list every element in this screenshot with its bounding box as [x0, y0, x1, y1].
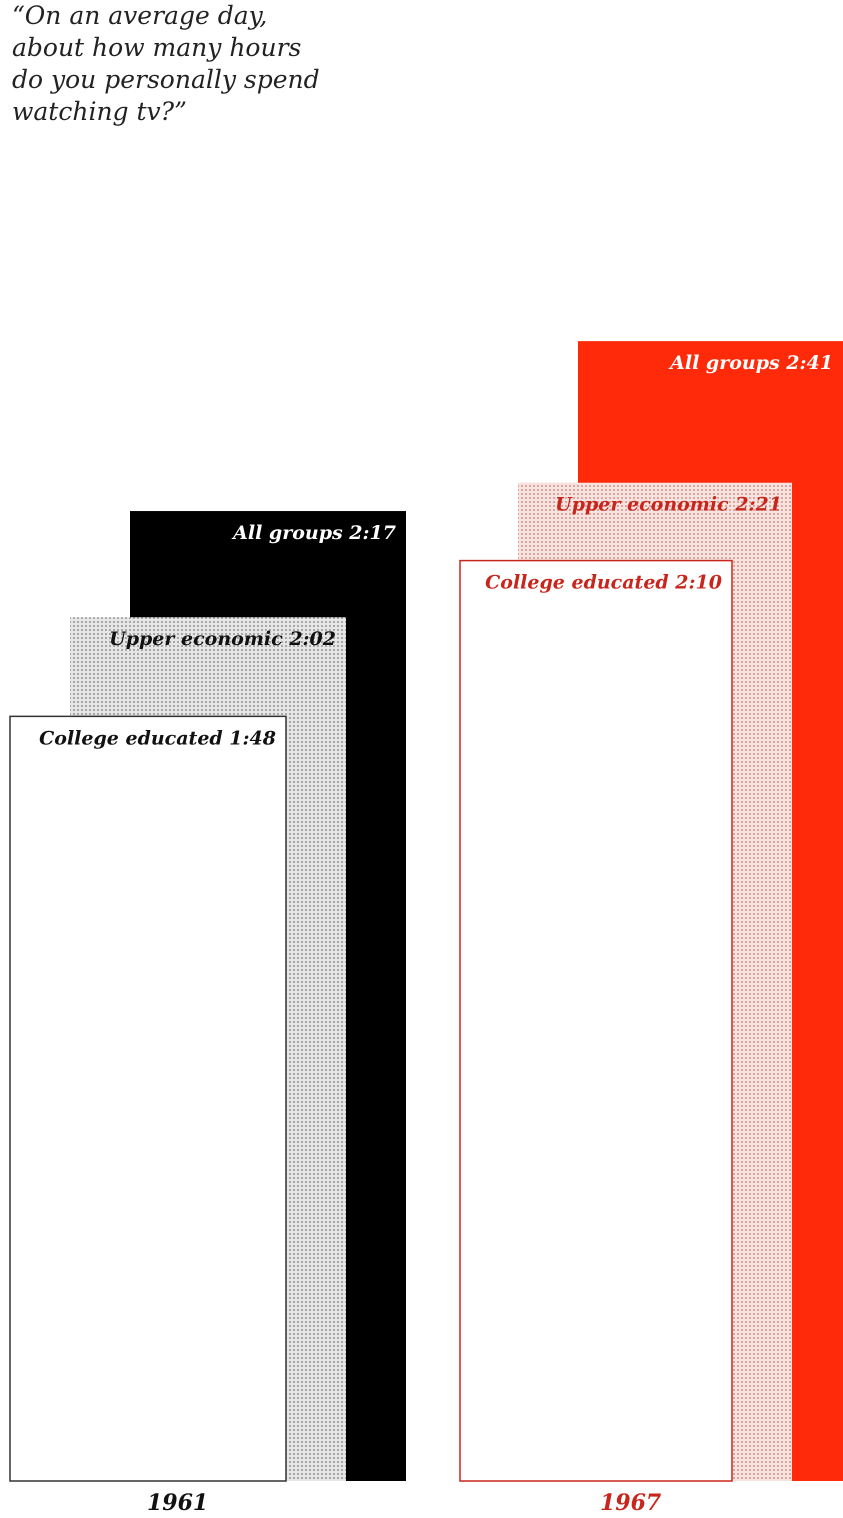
- data-label: College educated 2:10: [485, 571, 722, 594]
- data-label: All groups 2:41: [670, 352, 833, 375]
- chart-title-line: do you personally spend: [12, 65, 320, 94]
- bars-layer: [10, 341, 843, 1516]
- chart-title-line: about how many hours: [12, 33, 302, 62]
- bar-1967-college-educated: [460, 561, 732, 1481]
- data-label: All groups 2:17: [233, 522, 396, 545]
- chart-title-line: “On an average day,: [12, 1, 268, 30]
- bar-1961-college-educated: [10, 716, 286, 1481]
- chart-title-line: watching tv?”: [12, 97, 187, 126]
- category-label: 1961: [147, 1490, 209, 1516]
- data-label: Upper economic 2:02: [109, 628, 336, 651]
- category-label: 1967: [600, 1490, 662, 1516]
- data-label: Upper economic 2:21: [555, 493, 782, 516]
- chart-title: [12, 1, 320, 126]
- data-label: College educated 1:48: [39, 727, 276, 750]
